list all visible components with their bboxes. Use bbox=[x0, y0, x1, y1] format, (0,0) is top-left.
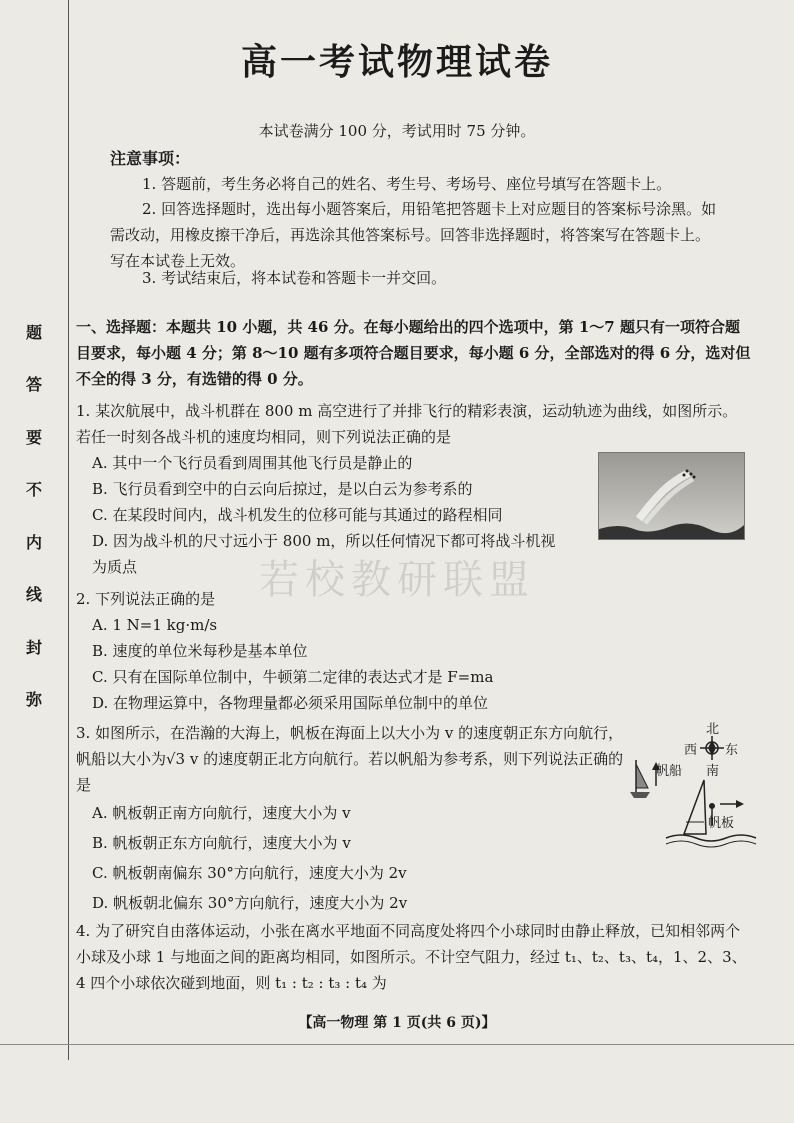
watermark: 若校教研联盟 bbox=[259, 557, 535, 603]
page-footer: 【高一物理 第 1 页(共 6 页)】 bbox=[298, 1015, 496, 1031]
question-stem: 4. 为了研究自由落体运动，小张在离水平地面不同高度处将四个小球同时由静止释放，已知相邻两个小球及小球 1 与地面之间的距离均相同，如图所示。不计空气阻力，经过 t₁、t₂、t₃、t₄，1、2、3、4 四个小球依次碰到地面，则 t₁ : t₂ : t₃ : t₄ 为 bbox=[76, 922, 747, 992]
binding-char: 封 bbox=[25, 637, 42, 657]
binding-char: 答 bbox=[25, 375, 42, 395]
option: A. 1 N=1 kg·m/s bbox=[92, 616, 218, 634]
question-stem: 2. 下列说法正确的是 bbox=[76, 590, 216, 608]
binding-margin-text bbox=[22, 320, 46, 710]
windsurfer-label: 帆板 bbox=[708, 816, 735, 831]
binding-line bbox=[68, 0, 69, 1060]
option: C. 在某段时间内，战斗机发生的位移可能与其通过的路程相同 bbox=[92, 506, 503, 524]
option: D. 因为战斗机的尺寸远小于 800 m，所以任何情况下都可将战斗机视为质点 bbox=[92, 532, 556, 576]
option: C. 只有在国际单位制中，牛顿第二定律的表达式才是 F=ma bbox=[92, 668, 494, 686]
binding-char: 不 bbox=[25, 480, 42, 500]
binding-char: 要 bbox=[25, 427, 42, 447]
compass-north-label: 北 bbox=[706, 722, 720, 737]
sailboat-label: 帆船 bbox=[656, 764, 683, 779]
option: A. 帆板朝正南方向航行，速度大小为 v bbox=[92, 804, 351, 822]
sailing-figure bbox=[626, 716, 766, 850]
bottom-divider bbox=[0, 1044, 794, 1045]
notice-heading: 注意事项： bbox=[110, 149, 191, 168]
notice-item: 3. 考试结束后，将本试卷和答题卡一并交回。 bbox=[142, 269, 447, 287]
option: A. 其中一个飞行员看到周围其他飞行员是静止的 bbox=[92, 454, 413, 472]
question-stem: 1. 某次航展中，战斗机群在 800 m 高空进行了并排飞行的精彩表演，运动轨迹为曲线，如图所示。若任一时刻各战斗机的速度均相同，则下列说法正确的是 bbox=[76, 402, 738, 446]
compass-south-label: 南 bbox=[706, 764, 720, 779]
binding-char: 题 bbox=[25, 323, 42, 342]
option: B. 速度的单位米每秒是基本单位 bbox=[92, 642, 308, 660]
binding-char: 线 bbox=[25, 585, 42, 605]
fighter-jets-photo bbox=[598, 452, 745, 540]
exam-info: 本试卷满分 100 分，考试用时 75 分钟。 bbox=[258, 122, 536, 140]
notice-item: 1. 答题前，考生务必将自己的姓名、考生号、考场号、座位号填写在答题卡上。 bbox=[142, 175, 672, 193]
option: B. 帆板朝正东方向航行，速度大小为 v bbox=[92, 834, 351, 852]
question-stem: 3. 如图所示，在浩瀚的大海上，帆板在海面上以大小为 v 的速度朝正东方向航行，帆船以大小为√3 v 的速度朝正北方向航行。若以帆船为参考系，则下列说法正确的是 bbox=[76, 724, 624, 794]
binding-char: 弥 bbox=[25, 689, 42, 709]
notice-item: 2. 回答选择题时，选出每小题答案后，用铅笔把答题卡上对应题目的答案标号涂黑。如需改动，用橡皮擦干净后，再选涂其他答案标号。回答非选择题时，将答案写在答题卡上。写在本试卷上无效。 bbox=[110, 200, 717, 270]
jet-trail-icon bbox=[599, 453, 744, 539]
binding-char: 内 bbox=[25, 532, 42, 552]
section-heading: 一、选择题：本题共 10 小题，共 46 分。在每小题给出的四个选项中，第 1～7 题只有一项符合题目要求，每小题 4 分；第 8～10 题有多项符合题目要求，每小题 6 分，全部选对的得 6 分，选对但不全的得 3 分，有选错的得 0 分。 bbox=[76, 318, 751, 388]
compass-west-label: 西 bbox=[684, 743, 698, 758]
option: B. 飞行员看到空中的白云向后掠过，是以白云为参考系的 bbox=[92, 480, 473, 498]
compass-icon bbox=[700, 736, 724, 760]
compass-east-label: 东 bbox=[725, 743, 739, 758]
option: C. 帆板朝南偏东 30°方向航行，速度大小为 2v bbox=[92, 864, 407, 882]
option: D. 帆板朝北偏东 30°方向航行，速度大小为 2v bbox=[92, 894, 408, 912]
page-title: 高一考试物理试卷 bbox=[240, 41, 553, 83]
option: D. 在物理运算中，各物理量都必须采用国际单位制中的单位 bbox=[92, 694, 489, 712]
